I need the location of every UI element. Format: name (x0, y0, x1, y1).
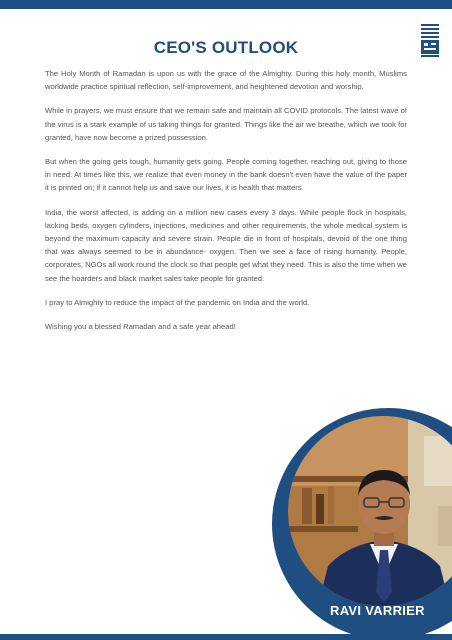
letter-body (45, 67, 407, 344)
top-accent-bar (0, 0, 452, 9)
paragraph: But when the going gets tough, humanity gets going. People coming together, reaching out, giving to those in need. At times like this, we realize that even money in the bank doesn't even have the value of the paper it is printed on; if it cannot help us and save our lives, it is health that matters. (45, 157, 407, 193)
signatory-name: RAVI VARRIER (330, 603, 425, 618)
paragraph: I pray to Almighty to reduce the impact of the pandemic on India and the world. (45, 297, 310, 307)
paragraph: While in prayers, we must ensure that we remain safe and maintain all COVID protocols. The latest wave of the virus is a stark example of us taking things for granted. Things like the air we breathe, which we took for granted, have now become a prized possession. (45, 106, 407, 142)
bottom-accent-bar (0, 634, 452, 640)
paragraph: The Holy Month of Ramadan is upon us with the grace of the Almighty. During this holy month, Muslims worldwide practice spiritual reflection, self-improvement, and heightened devotion and worship. (45, 69, 407, 92)
paragraph: Wishing you a blessed Ramadan and a safe year ahead! (45, 322, 236, 332)
paragraph: India, the worst affected, is adding on a million new cases every 3 days. While people flock in hospitals, lacking beds, oxygen cylinders, injections, medicines and other requirements, the whole medical system is beyond the maximum capacity and severe strain. People die in front of hospitals, devoid of the one thing that was always seemed to be in abundance- oxygen. Then we see a face of rising humanity. People, corporates, NGOs all work round the clock so that people get what they need. This is also the time when we see the hoarders and black market sales take people for granted. (45, 207, 408, 283)
page-title: CEO'S OUTLOOK (153, 38, 299, 57)
